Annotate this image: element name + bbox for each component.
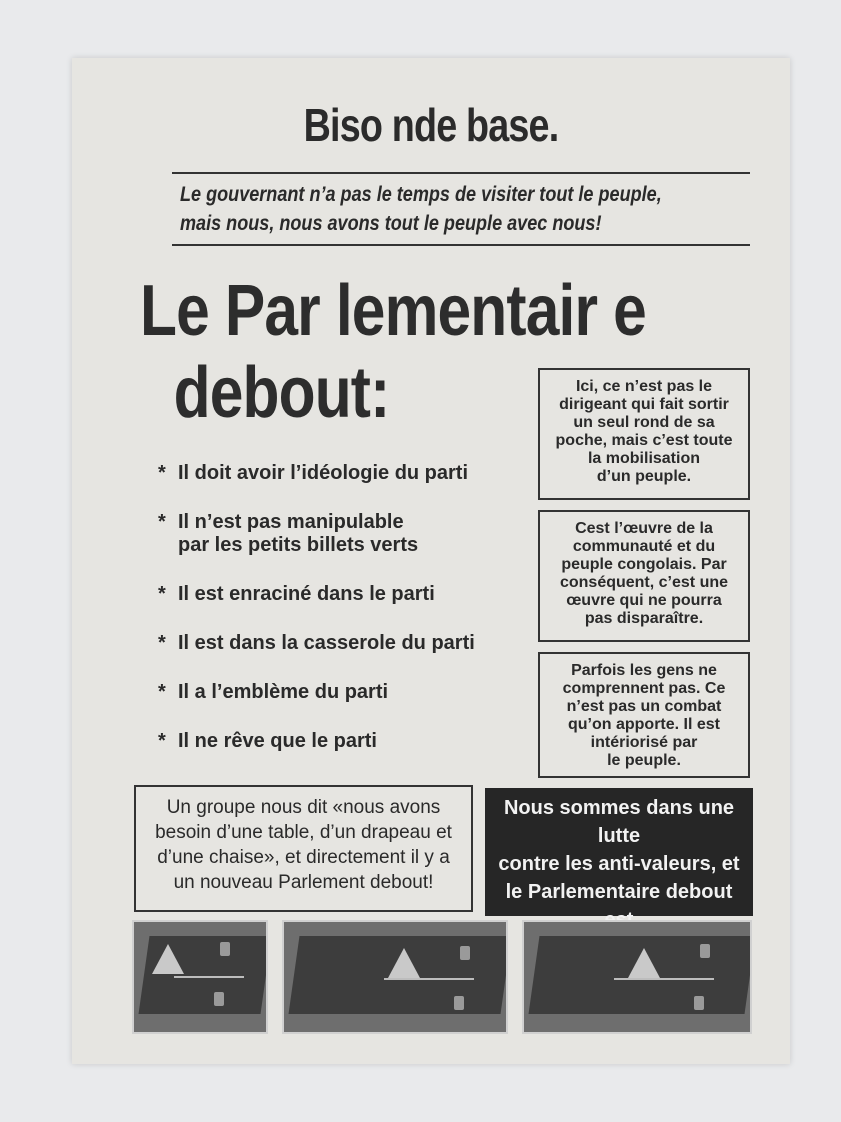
bullet-item	[158, 681, 558, 704]
bullet-marker: *	[158, 730, 166, 752]
bullet-item	[158, 462, 558, 485]
bullet-marker: *	[158, 583, 166, 605]
top-divider	[172, 172, 750, 174]
poster-title: Biso nde base.	[303, 99, 559, 151]
bullet-text: Il ne rêve que le parti	[178, 730, 377, 752]
side-box-3: Parfois les gens ne comprennent pas. Ce n’est pas un combat qu’on apporte. Il est intériorisé par le peuple.	[538, 652, 750, 778]
photo-1	[132, 920, 268, 1034]
photo-2	[282, 920, 508, 1034]
dark-callout-box: Nous sommes dans une lutte contre les anti-valeurs, et le Parlementaire debout	[485, 788, 753, 916]
bottom-divider	[172, 244, 750, 246]
headline-line1: Le Par lementair e	[140, 271, 646, 351]
bullet-marker: *	[158, 462, 166, 484]
bullet-item	[158, 730, 558, 753]
side-box-1: Ici, ce n’est pas le dirigeant qui fait sortir un seul rond de sa poche, mais c’est toute la mobilisation d’un peuple.	[538, 368, 750, 500]
photo-3	[522, 920, 752, 1034]
headline-line2: debout:	[173, 353, 390, 433]
bullet-text: Il n’est pas manipulable par les petits billets verts	[178, 511, 419, 556]
bullet-text: Il doit avoir l’idéologie du parti	[178, 462, 469, 484]
bullet-marker: *	[158, 632, 166, 654]
side-box-2: Cest l’œuvre de la communauté et du peuple congolais. Par conséquent, c’est une œuvre qui ne pourra pas disparaître.	[538, 510, 750, 642]
bullet-item	[158, 583, 558, 606]
bullet-marker: *	[158, 511, 166, 533]
poster-sheet	[72, 58, 790, 1064]
bullet-text: Il a l’emblème du parti	[178, 681, 389, 703]
bullet-list	[158, 462, 558, 779]
bullet-text: Il est enraciné dans le parti	[178, 583, 435, 605]
bullet-item	[158, 511, 558, 557]
poster-subtitle: Le gouvernant n’a pas le temps de visiter tout le peuple, mais nous, nous avons tout le peuple avec nous!	[180, 183, 662, 235]
bullet-marker: *	[158, 681, 166, 703]
bullet-item	[158, 632, 558, 655]
bullet-text: Il est dans la casserole du parti	[178, 632, 475, 654]
quote-box: Un groupe nous dit «nous avons besoin d’une table, d’un drapeau et d’une chaise», et directement il y a un nouveau Parlement debout!	[134, 785, 473, 912]
